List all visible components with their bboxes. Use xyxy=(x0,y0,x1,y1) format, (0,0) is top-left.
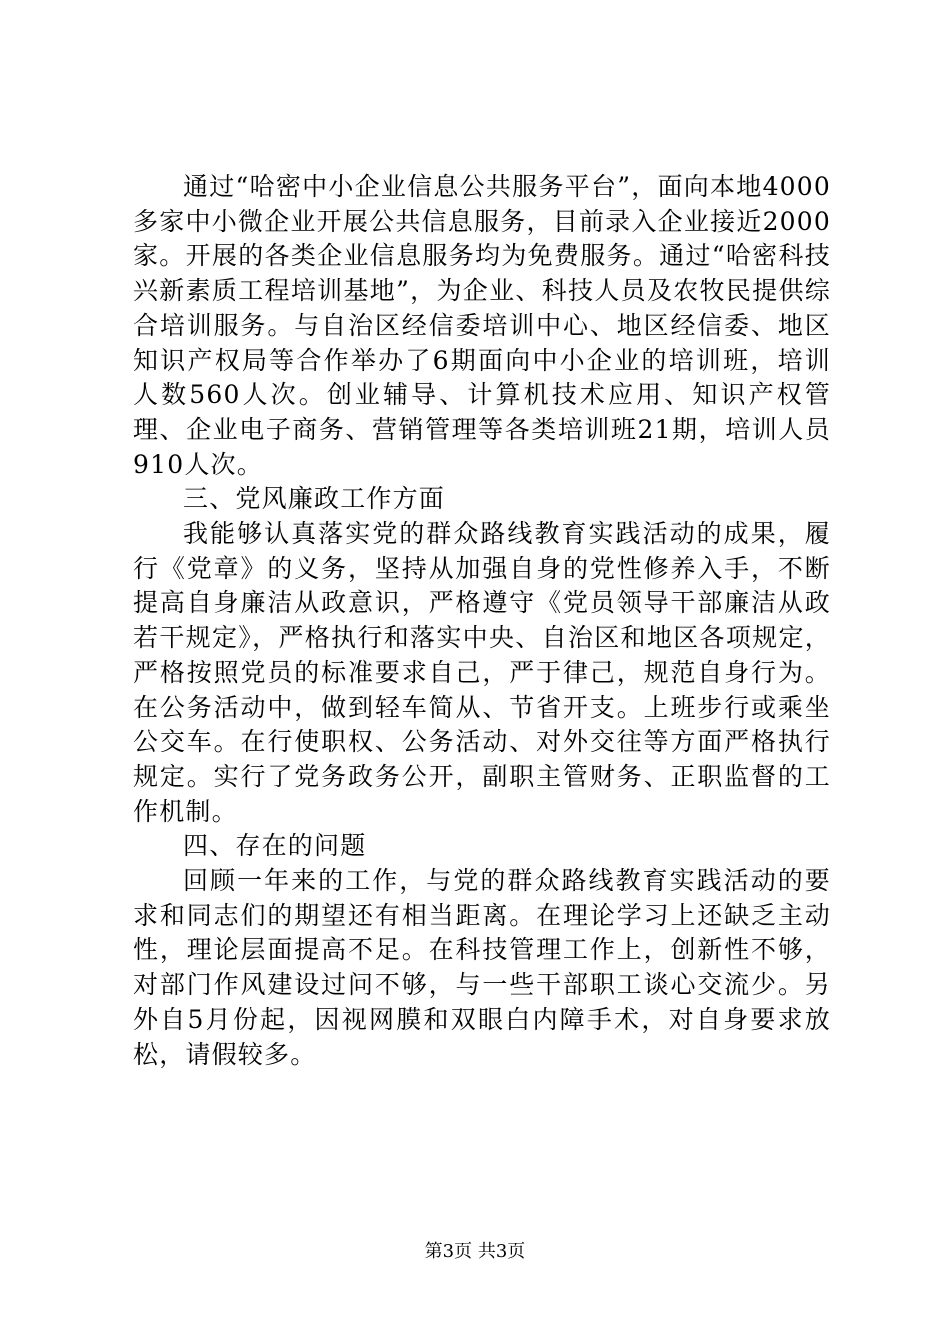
page-number-total: 共3页 xyxy=(477,1241,526,1262)
document-body xyxy=(133,170,831,1072)
page-number-current: 第3页 xyxy=(424,1241,473,1262)
section-heading-problems: 四、存在的问题 xyxy=(183,831,367,861)
paragraph-party-conduct: 我能够认真落实党的群众路线教育实践活动的成果，履行《党章》的义务，坚持从加强自身的党性修养入手，不断提高自身廉洁从政意识，严格遵守《党员领导干部廉洁从政若干规定》，严格执行和落实中央、自治区和地区各项规定，严格按照党员的标准要求自己，严于律己，规范自身行为。在公务活动中，做到轻车简从、节省开支。上班步行或乘坐公交车。在行使职权、公务活动、对外交往等方面严格执行规定。实行了党务政务公开，副职主管财务、正职监督的工作机制。 xyxy=(133,519,831,826)
page-footer xyxy=(0,1241,950,1263)
paragraph-problems: 回顾一年来的工作，与党的群众路线教育实践活动的要求和同志们的期望还有相当距离。在理论学习上还缺乏主动性，理论层面提高不足。在科技管理工作上，创新性不够，对部门作风建设过问不够，与一些干部职工谈心交流少。另外自5月份起，因视网膜和双眼白内障手术，对自身要求放松，请假较多。 xyxy=(133,866,831,1069)
section-heading-party-conduct: 三、党风廉政工作方面 xyxy=(183,484,446,514)
paragraph-services: 通过“哈密中小企业信息公共服务平台”，面向本地4000多家中小微企业开展公共信息服务，目前录入企业接近2000家。开展的各类企业信息服务均为免费服务。通过“哈密科技兴新素质工程培训基地”，为企业、科技人员及农牧民提供综合培训服务。与自治区经信委培训中心、地区经信委、地区知识产权局等合作举办了6期面向中小企业的培训班，培训人数560人次。创业辅导、计算机技术应用、知识产权管理、企业电子商务、营销管理等各类培训班21期，培训人员910人次。 xyxy=(133,172,831,479)
